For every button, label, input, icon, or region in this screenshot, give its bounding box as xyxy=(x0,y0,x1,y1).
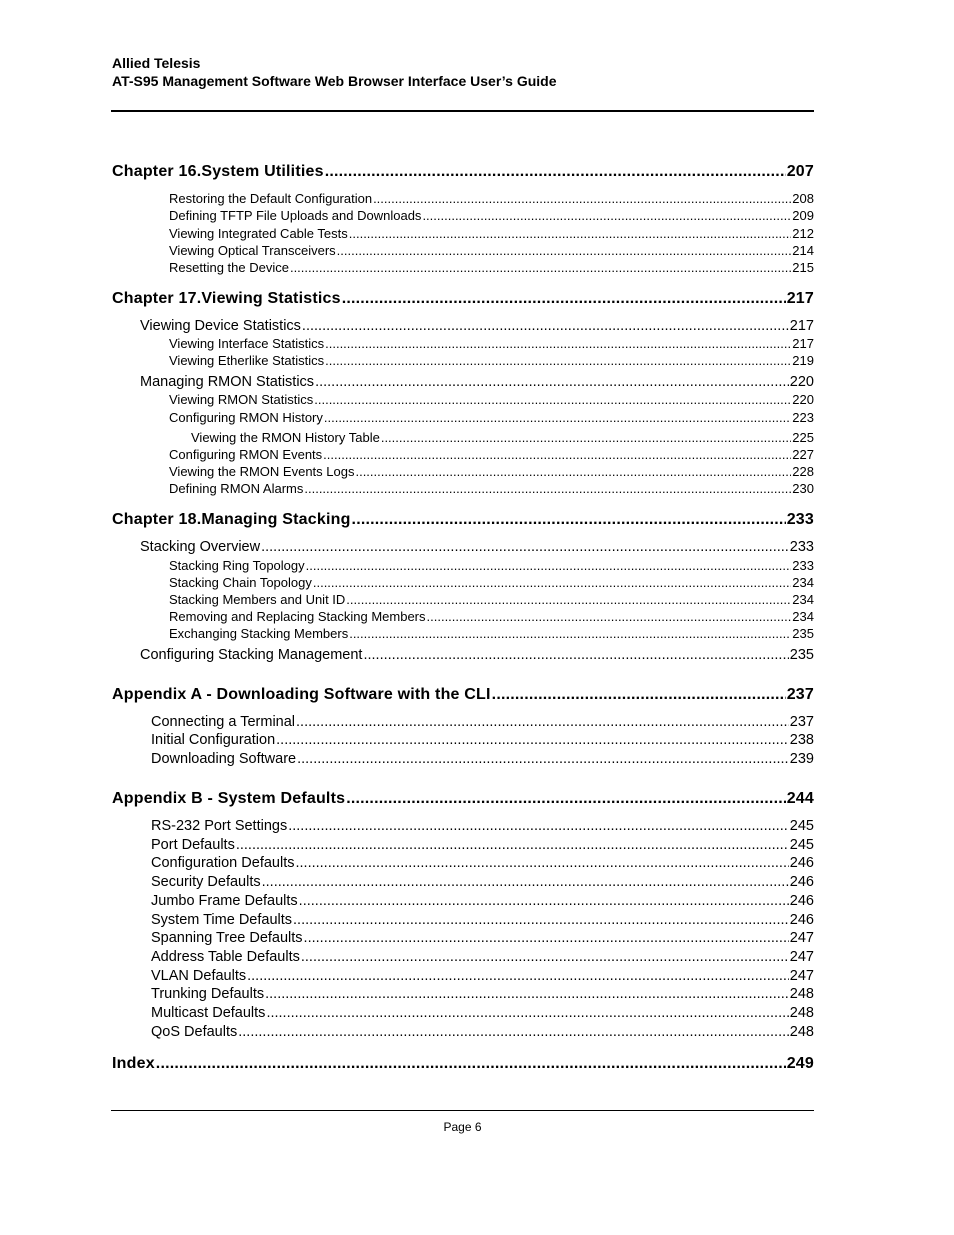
toc-entry-title: Initial Configuration xyxy=(151,732,276,748)
toc-leader-dots xyxy=(325,163,786,181)
toc-leader-dots xyxy=(314,392,791,407)
toc-leader-dots xyxy=(301,949,789,965)
toc-entry-page: 223 xyxy=(792,410,814,425)
toc-entry-page: 244 xyxy=(786,790,814,807)
company-name: Allied Telesis xyxy=(112,55,201,71)
toc-entry[interactable] xyxy=(169,558,814,573)
toc-entry-title: Viewing RMON Statistics xyxy=(169,392,314,407)
toc-leader-dots xyxy=(288,818,789,834)
toc-entry-page: 233 xyxy=(786,511,814,528)
toc-entry-title: Multicast Defaults xyxy=(151,1005,266,1021)
toc-entry-page: 238 xyxy=(789,732,814,748)
toc-entry-page: 215 xyxy=(792,260,814,275)
toc-leader-dots xyxy=(342,290,786,308)
toc-entry-title: Appendix B - System Defaults xyxy=(112,790,346,807)
toc-entry[interactable] xyxy=(169,626,814,641)
toc-entry-page: 219 xyxy=(792,353,814,368)
footer-rule xyxy=(111,1110,814,1111)
toc-leader-dots xyxy=(325,353,791,368)
toc-entry[interactable] xyxy=(169,260,814,275)
toc-entry[interactable] xyxy=(169,208,814,223)
toc-entry-page: 235 xyxy=(789,647,814,663)
toc-entry[interactable] xyxy=(112,686,814,704)
toc-entry-title: Spanning Tree Defaults xyxy=(151,930,303,946)
toc-entry-page: 248 xyxy=(789,986,814,1002)
toc-entry[interactable] xyxy=(169,353,814,368)
toc-entry-title: Exchanging Stacking Members xyxy=(169,626,349,641)
toc-entry-page: 247 xyxy=(789,949,814,965)
toc-entry[interactable] xyxy=(151,732,814,748)
toc-entry[interactable] xyxy=(112,290,814,308)
toc-entry-page: 235 xyxy=(792,626,814,641)
toc-entry-title: Jumbo Frame Defaults xyxy=(151,893,298,909)
toc-entry-title: QoS Defaults xyxy=(151,1024,238,1040)
toc-entry-page: 246 xyxy=(789,855,814,871)
toc-entry[interactable] xyxy=(151,986,814,1002)
toc-entry[interactable] xyxy=(151,837,814,853)
toc-entry-page: 245 xyxy=(789,837,814,853)
toc-leader-dots xyxy=(313,575,791,590)
toc-entry-title: Stacking Overview xyxy=(140,539,261,555)
toc-entry[interactable] xyxy=(151,930,814,946)
guide-title: AT-S95 Management Software Web Browser Interface User’s Guide xyxy=(112,73,557,89)
toc-entry-title: Chapter 18.Managing Stacking xyxy=(112,511,351,528)
toc-entry[interactable] xyxy=(151,893,814,909)
toc-entry-title: Removing and Replacing Stacking Members xyxy=(169,609,426,624)
toc-leader-dots xyxy=(346,592,791,607)
toc-entry[interactable] xyxy=(169,609,814,624)
toc-leader-dots xyxy=(265,986,789,1002)
toc-entry-page: 239 xyxy=(789,751,814,767)
toc-leader-dots xyxy=(349,626,791,641)
toc-entry[interactable] xyxy=(169,336,814,351)
toc-entry[interactable] xyxy=(169,392,814,407)
toc-entry-title: Restoring the Default Configuration xyxy=(169,191,373,206)
toc-leader-dots xyxy=(492,686,786,704)
toc-entry[interactable] xyxy=(151,968,814,984)
toc-entry[interactable] xyxy=(169,410,814,425)
toc-entry-page: 214 xyxy=(792,243,814,258)
toc-leader-dots xyxy=(295,855,788,871)
toc-entry-title: Index xyxy=(112,1055,155,1072)
toc-entry[interactable] xyxy=(140,374,814,390)
toc-entry-page: 220 xyxy=(789,374,814,390)
toc-leader-dots xyxy=(337,243,792,258)
toc-entry-title: Connecting a Terminal xyxy=(151,714,296,730)
toc-entry-page: 230 xyxy=(792,481,814,496)
toc-entry-title: System Time Defaults xyxy=(151,912,293,928)
toc-entry[interactable] xyxy=(191,430,814,445)
toc-leader-dots xyxy=(352,511,786,529)
toc-entry-page: 237 xyxy=(786,686,814,703)
toc-entry[interactable] xyxy=(151,818,814,834)
toc-leader-dots xyxy=(363,647,788,663)
toc-entry-title: Viewing Optical Transceivers xyxy=(169,243,336,258)
toc-entry[interactable] xyxy=(151,1005,814,1021)
toc-leader-dots xyxy=(296,714,789,730)
toc-leader-dots xyxy=(238,1024,789,1040)
toc-leader-dots xyxy=(373,191,791,206)
toc-entry-page: 234 xyxy=(792,575,814,590)
toc-entry-title: Port Defaults xyxy=(151,837,235,853)
toc-entry-title: Viewing the RMON History Table xyxy=(191,430,380,445)
toc-entry-page: 207 xyxy=(786,163,814,180)
toc-entry[interactable] xyxy=(169,447,814,462)
toc-entry-title: Chapter 16.System Utilities xyxy=(112,163,324,180)
toc-entry-title: Defining RMON Alarms xyxy=(169,481,304,496)
toc-entry[interactable] xyxy=(169,464,814,479)
toc-entry-page: 233 xyxy=(792,558,814,573)
toc-entry[interactable] xyxy=(112,511,814,529)
toc-entry[interactable] xyxy=(151,751,814,767)
toc-entry-page: 245 xyxy=(789,818,814,834)
toc-entry-page: 208 xyxy=(792,191,814,206)
toc-entry-page: 212 xyxy=(792,226,814,241)
toc-entry[interactable] xyxy=(151,1024,814,1040)
toc-entry-page: 237 xyxy=(789,714,814,730)
toc-entry-title: Security Defaults xyxy=(151,874,261,890)
toc-entry-title: Defining TFTP File Uploads and Downloads xyxy=(169,208,422,223)
toc-entry-page: 209 xyxy=(792,208,814,223)
toc-leader-dots xyxy=(262,874,789,890)
toc-leader-dots xyxy=(293,912,789,928)
toc-leader-dots xyxy=(324,410,791,425)
toc-entry-title: Viewing Integrated Cable Tests xyxy=(169,226,348,241)
toc-entry[interactable] xyxy=(151,874,814,890)
toc-entry[interactable] xyxy=(169,191,814,206)
toc-leader-dots xyxy=(290,260,791,275)
toc-entry[interactable] xyxy=(140,318,814,334)
toc-entry-title: Viewing Etherlike Statistics xyxy=(169,353,325,368)
toc-entry[interactable] xyxy=(140,647,814,663)
toc-leader-dots xyxy=(315,374,789,390)
toc-entry-title: Chapter 17.Viewing Statistics xyxy=(112,290,341,307)
toc-entry-title: Resetting the Device xyxy=(169,260,289,275)
toc-entry[interactable] xyxy=(112,790,814,808)
toc-entry-title: VLAN Defaults xyxy=(151,968,247,984)
toc-entry-page: 220 xyxy=(792,392,814,407)
toc-entry-page: 246 xyxy=(789,893,814,909)
toc-entry-page: 247 xyxy=(789,968,814,984)
page-number: Page 6 xyxy=(443,1120,482,1134)
toc-entry-page: 234 xyxy=(792,592,814,607)
toc-entry-title: Managing RMON Statistics xyxy=(140,374,315,390)
toc-entry-page: 217 xyxy=(786,290,814,307)
toc-leader-dots xyxy=(349,226,792,241)
toc-entry-title: Configuring RMON History xyxy=(169,410,323,425)
toc-entry-page: 246 xyxy=(789,912,814,928)
toc-entry-page: 234 xyxy=(792,609,814,624)
toc-entry-title: Address Table Defaults xyxy=(151,949,300,965)
toc-entry-title: Stacking Ring Topology xyxy=(169,558,305,573)
toc-leader-dots xyxy=(236,837,789,853)
toc-leader-dots xyxy=(247,968,789,984)
document-header xyxy=(112,54,814,90)
toc-leader-dots xyxy=(306,558,792,573)
toc-entry[interactable] xyxy=(140,539,814,555)
toc-entry[interactable] xyxy=(169,226,814,241)
toc-entry-page: 225 xyxy=(792,430,814,445)
toc-entry-title: Viewing Device Statistics xyxy=(140,318,301,334)
toc-leader-dots xyxy=(355,464,791,479)
toc-leader-dots xyxy=(422,208,791,223)
toc-entry-page: 233 xyxy=(789,539,814,555)
toc-entry-title: Stacking Chain Topology xyxy=(169,575,312,590)
toc-leader-dots xyxy=(346,790,786,808)
toc-leader-dots xyxy=(304,930,789,946)
toc-leader-dots xyxy=(297,751,789,767)
toc-entry[interactable] xyxy=(151,714,814,730)
toc-leader-dots xyxy=(427,609,792,624)
toc-entry[interactable] xyxy=(151,912,814,928)
toc-entry[interactable] xyxy=(169,243,814,258)
toc-entry[interactable] xyxy=(169,592,814,607)
toc-entry-page: 249 xyxy=(786,1055,814,1072)
toc-entry-title: Configuring RMON Events xyxy=(169,447,323,462)
toc-leader-dots xyxy=(276,732,789,748)
toc-entry-page: 227 xyxy=(792,447,814,462)
toc-entry[interactable] xyxy=(169,575,814,590)
toc-entry-title: Viewing the RMON Events Logs xyxy=(169,464,355,479)
toc-leader-dots xyxy=(304,481,791,496)
toc-leader-dots xyxy=(325,336,791,351)
toc-entry[interactable] xyxy=(112,1055,814,1073)
toc-entry-title: Trunking Defaults xyxy=(151,986,265,1002)
toc-leader-dots xyxy=(156,1055,786,1073)
toc-entry-title: Configuration Defaults xyxy=(151,855,295,871)
toc-entry-page: 228 xyxy=(792,464,814,479)
toc-leader-dots xyxy=(266,1005,788,1021)
toc-leader-dots xyxy=(381,430,791,445)
toc-entry-page: 247 xyxy=(789,930,814,946)
toc-entry[interactable] xyxy=(112,163,814,181)
toc-leader-dots xyxy=(323,447,791,462)
toc-entry-title: Appendix A - Downloading Software with the CLI xyxy=(112,686,491,703)
toc-entry[interactable] xyxy=(151,855,814,871)
header-rule xyxy=(111,110,814,112)
toc-leader-dots xyxy=(302,318,789,334)
toc-entry-title: Viewing Interface Statistics xyxy=(169,336,325,351)
toc-entry-page: 248 xyxy=(789,1024,814,1040)
toc-leader-dots xyxy=(261,539,789,555)
toc-entry[interactable] xyxy=(169,481,814,496)
toc-entry[interactable] xyxy=(151,949,814,965)
toc-entry-title: Configuring Stacking Management xyxy=(140,647,363,663)
toc-entry-page: 217 xyxy=(792,336,814,351)
toc-entry-title: Downloading Software xyxy=(151,751,297,767)
toc-entry-page: 246 xyxy=(789,874,814,890)
toc-entry-title: RS-232 Port Settings xyxy=(151,818,288,834)
toc-leader-dots xyxy=(299,893,789,909)
toc-entry-page: 248 xyxy=(789,1005,814,1021)
toc-entry-page: 217 xyxy=(789,318,814,334)
toc-entry-title: Stacking Members and Unit ID xyxy=(169,592,346,607)
